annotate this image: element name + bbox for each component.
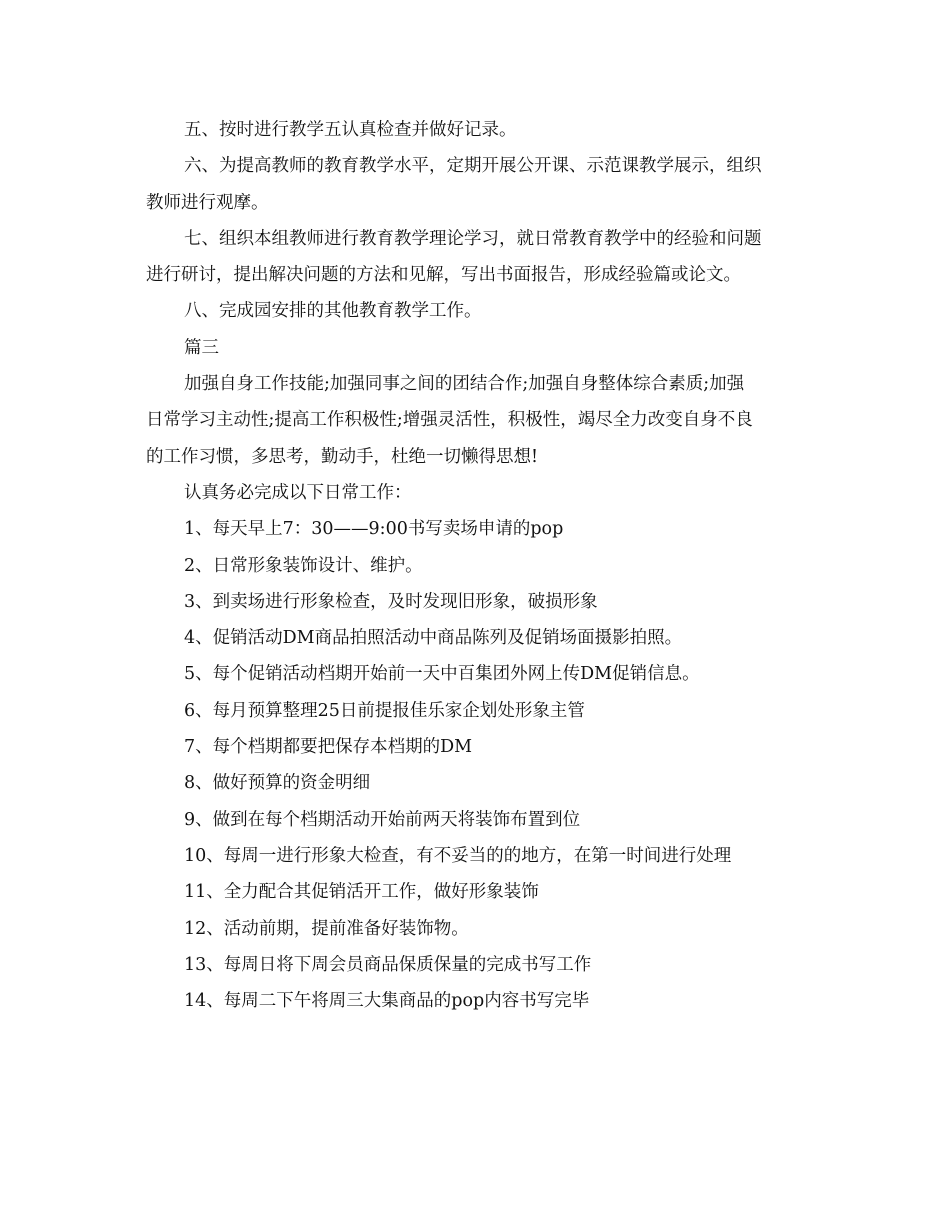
text-line: 12、活动前期，提前准备好装饰物。 — [184, 918, 469, 939]
text-line: 14、每周二下午将周三大集商品的pop内容书写完毕 — [184, 991, 590, 1012]
text-line: 进行研讨，提出解决问题的方法和见解，写出书面报告，形成经验篇或论文。 — [146, 265, 741, 286]
paragraph — [146, 548, 806, 584]
paragraph — [146, 293, 806, 329]
paragraph — [146, 838, 806, 874]
text-line: 的工作习惯，多思考，勤动手，杜绝一切懒得思想! — [146, 446, 539, 467]
text-line: 篇三 — [184, 337, 219, 358]
text-line: 认真务必完成以下日常工作： — [184, 482, 412, 503]
text-line: 10、每周一进行形象大检查，有不妥当的的地方，在第一时间进行处理 — [184, 845, 732, 866]
paragraph — [146, 729, 806, 765]
text-line: 七、组织本组教师进行教育教学理论学习，就日常教育教学中的经验和问题 — [184, 228, 762, 249]
paragraph — [146, 148, 806, 221]
document-page — [146, 112, 806, 1019]
paragraph — [146, 656, 806, 692]
paragraph — [146, 802, 806, 838]
paragraph — [146, 584, 806, 620]
text-line: 11、全力配合其促销活开工作，做好形象装饰 — [184, 882, 539, 903]
text-line: 日常学习主动性;提高工作积极性;增强灵活性，积极性，竭尽全力改变自身不良 — [146, 410, 753, 431]
paragraph — [146, 475, 806, 511]
text-line: 4、促销活动DM商品拍照活动中商品陈列及促销场面摄影拍照。 — [184, 628, 683, 649]
paragraph — [146, 874, 806, 910]
paragraph — [146, 221, 806, 294]
paragraph — [146, 366, 806, 475]
text-line: 八、完成园安排的其他教育教学工作。 — [184, 301, 482, 322]
paragraph — [146, 330, 806, 366]
paragraph — [146, 947, 806, 983]
text-line: 教师进行观摩。 — [146, 192, 269, 213]
paragraph — [146, 765, 806, 801]
paragraph — [146, 620, 806, 656]
text-line: 3、到卖场进行形象检查，及时发现旧形象，破损形象 — [184, 591, 598, 612]
paragraph — [146, 112, 806, 148]
text-line: 1、每天早上7：30——9:00书写卖场申请的pop — [184, 519, 564, 540]
paragraph — [146, 511, 806, 547]
text-line: 5、每个促销活动档期开始前一天中百集团外网上传DM促销信息。 — [184, 664, 700, 685]
text-line: 9、做到在每个档期活动开始前两天将装饰布置到位 — [184, 809, 581, 830]
paragraph — [146, 693, 806, 729]
paragraph — [146, 911, 806, 947]
text-line: 2、日常形象装饰设计、维护。 — [184, 555, 423, 576]
text-line: 加强自身工作技能;加强同事之间的团结合作;加强自身整体综合素质;加强 — [184, 374, 745, 395]
text-line: 六、为提高教师的教育教学水平，定期开展公开课、示范课教学展示，组织 — [184, 156, 762, 177]
text-line: 6、每月预算整理25日前提报佳乐家企划处形象主管 — [184, 700, 585, 721]
paragraph — [146, 983, 806, 1019]
text-line: 13、每周日将下周会员商品保质保量的完成书写工作 — [184, 954, 592, 975]
text-line: 7、每个档期都要把保存本档期的DM — [184, 737, 473, 758]
text-line: 五、按时进行教学五认真检查并做好记录。 — [184, 120, 517, 140]
text-line: 8、做好预算的资金明细 — [184, 773, 371, 794]
